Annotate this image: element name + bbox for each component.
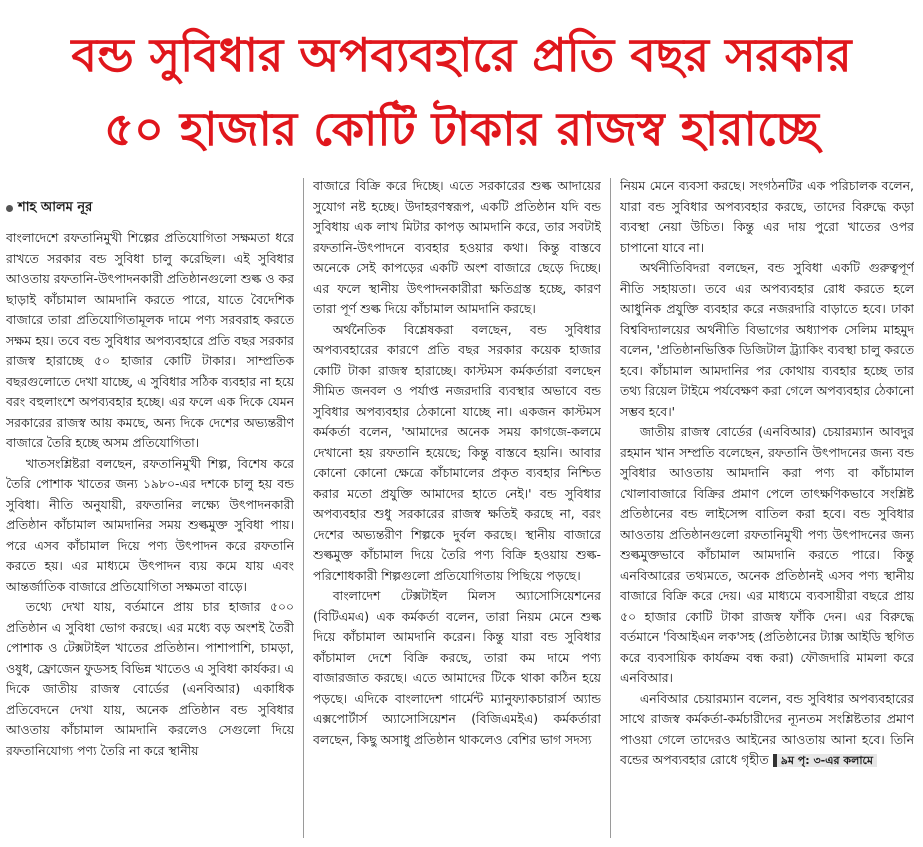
article-column-2 (313, 176, 601, 816)
headline (0, 18, 923, 166)
headline-line-1: বন্ড সুবিধার অপব্যবহারে প্রতি বছর সরকার (71, 28, 852, 82)
paragraph: নিয়ম মেনে ব্যবসা করছে। সংগঠনটির এক পরিচালক বলেন, যারা বন্ড সুবিধার অপব্যবহার করছে, তাদের বিরুদ্ধে কড়া ব্যবস্থা নেয়া উচিত। কিন্তু এর দায় পুরো খাতের ওপর চাপানো যাবে না। (620, 178, 914, 255)
paragraph: বাংলাদেশে রফতানিমুখী শিল্পের প্রতিযোগিতা সক্ষমতা ধরে রাখতে সরকার বন্ড সুবিধা চালু করেছিল। এই সুবিধার আওতায় রফতানি-উৎপাদনকারী প্রতিষ্ঠানগুলো শুল্ক ও কর ছাড়াই কাঁচামাল আমদানি করতে পারে, যাতে বৈদেশিক বাজারে তারা প্রতিযোগিতামূলক দামে পণ্য সরবরাহ করতে সক্ষম হয়। তবে বন্ড সুবিধার অপব্যবহারে প্রতি বছর সরকার রাজস্ব হারাচ্ছে ৫০ হাজার কোটি টাকার। সাম্প্রতিক বছরগুলোতে দেখা যাচ্ছে, এ সুবিধার সঠিক ব্যবহার না হয়ে বরং বহুলাংশে অপব্যবহার হচ্ছে। এর ফলে এক দিকে যেমন সরকারের রাজস্ব আয় কমছে, অন্য দিকে দেশের অভ্যন্তরীণ বাজারে তৈরি হচ্ছে অসম প্রতিযোগিতা। (6, 230, 294, 450)
author-name: শাহ আলম নূর (18, 199, 93, 215)
paragraph: বাংলাদেশ টেক্সটাইল মিলস অ্যাসোসিয়েশনের (বিটিএমএ) এক কর্মকর্তা বলেন, তারা নিয়ম মেনে শুল্ক দিয়ে কাঁচামাল আমদানি করেন। কিন্তু যারা বন্ড সুবিধার কাঁচামাল দেশে বিক্রি করছে, তারা কম দামে পণ্য বাজারজাত করছে। এতে আমাদের টিকে থাকা কঠিন হয়ে পড়ছে। এদিকে বাংলাদেশ গার্মেন্ট ম্যানুফ্যাকচারার্স অ্যান্ড এক্সপোর্টার্স অ্যাসোসিয়েশন (বিজিএমইএ) কর্মকর্তারা বলছেন, কিছু অসাধু প্রতিষ্ঠান থাকলেও বেশির ভাগ সদস্য (313, 588, 601, 747)
bullet-icon (6, 205, 13, 212)
article-column-3 (620, 176, 914, 816)
paragraph: অর্থনৈতিক বিশ্লেষকরা বলছেন, বন্ড সুবিধার অপব্যবহারের কারণে প্রতি বছর সরকার কয়েক হাজার কোটি টাকা রাজস্ব হারাচ্ছে। কাস্টমস কর্মকর্তারা বলছেন সীমিত জনবল ও পর্যাপ্ত নজরদারি ব্যবস্থার অভাবে বন্ড সুবিধার অপব্যবহার ঠেকানো যাচ্ছে না। একজন কাস্টমস কর্মকর্তা বলেন, 'আমাদের অনেক সময় কাগজে-কলমে দেখানো হয় রফতানি হয়েছে; কিন্তু বাস্তবে হয়নি। আবার কোনো কোনো ক্ষেত্রে কাঁচামালের প্রকৃত ব্যবহার নিশ্চিত করার মতো প্রযুক্তি আমাদের হাতে নেই।' বন্ড সুবিধার অপব্যবহার শুধু সরকারের রাজস্ব ক্ষতিই করছে না, বরং দেশের অভ্যন্তরীণ শিল্পকে দুর্বল করছে। স্থানীয় বাজারে শুল্কমুক্ত কাঁচামাল দিয়ে তৈরি পণ্য বিক্রি হওয়ায় শুল্ক-পরিশোধকারী শিল্পগুলো প্রতিযোগিতায় পিছিয়ে পড়ছে। (313, 321, 601, 583)
paragraph-last (620, 689, 914, 772)
column-divider (610, 178, 611, 838)
paragraph: জাতীয় রাজস্ব বোর্ডের (এনবিআর) চেয়ারম্যান আবদুর রহমান খান সম্প্রতি বলেছেন, রফতানি উৎপাদনের জন্য বন্ড সুবিধার আওতায় আমদানি করা পণ্য বা কাঁচামাল খোলাবাজারে বিক্রির প্রমাণ পেলে তাৎক্ষণিকভাবে সংশ্লিষ্ট প্রতিষ্ঠানের বন্ড লাইসেন্স বাতিল করা হবে। বন্ড সুবিধার আওতায় প্রতিষ্ঠানগুলো রফতানিমুখী পণ্য উৎপাদনের জন্য শুল্কমুক্তভাবে কাঁচামাল আমদানি করতে পারে। কিন্তু এনবিআরের তথ্যমতে, অনেক প্রতিষ্ঠানই এসব পণ্য স্থানীয় বাজারে বিক্রি করে দেয়। এর মাধ্যমে ব্যবসায়ীরা বছরে প্রায় ৫০ হাজার কোটি টাকা রাজস্ব ফাঁকি দেন। এর বিরুদ্ধে বর্তমানে 'বিআইএন লক'সহ (প্রতিষ্ঠানের ট্যাক্স আইডি স্থগিত করে ব্যবসায়িক কার্যক্রম বন্ধ করা) ফৌজদারি মামলা করে এনবিআর। (620, 424, 914, 685)
paragraph: এনবিআর চেয়ারম্যান বলেন, বন্ড সুবিধার অপব্যবহারের সাথে রাজস্ব কর্মকর্তা-কর্মচারীদের ন্যূনতম সংশ্লিষ্টতার প্রমাণ পাওয়া গেলে তাদেরও আইনের আওতায় আনা হবে। তিনি বন্ডের অপব্যবহার রোধে গৃহীত (620, 690, 914, 767)
headline-line-2: ৫০ হাজার কোটি টাকার রাজস্ব হারাচ্ছে (104, 102, 819, 156)
paragraph: খাতসংশ্লিষ্টরা বলছেন, রফতানিমুখী শিল্প, বিশেষ করে তৈরি পোশাক খাতের জন্য ১৯৮০-এর দশকে চালু হয় বন্ড সুবিধা। নীতি অনুযায়ী, রফতানির লক্ষ্যে উৎপাদনকারী প্রতিষ্ঠান কাঁচামাল আমদানির সময় শুল্কমুক্ত সুবিধা পায়। পরে এসব কাঁচামাল দিয়ে পণ্য উৎপাদন করে রফতানি করতে হয়। এর মাধ্যমে উৎপাদন ব্যয় কমে যায় এবং আন্তর্জাতিক বাজারে প্রতিযোগিতা সক্ষমতা বাড়ে। (6, 455, 294, 594)
column-divider (303, 178, 304, 838)
paragraph: অর্থনীতিবিদরা বলছেন, বন্ড সুবিধা একটি গুরুত্বপূর্ণ নীতি সহায়তা। তবে এর অপব্যবহার রোধ করতে হলে আধুনিক প্রযুক্তি ব্যবহার করে নজরদারি বাড়াতে হবে। ঢাকা বিশ্ববিদ্যালয়ের অর্থনীতি বিভাগের অধ্যাপক সেলিম মাহমুদ বলেন, 'প্রতিষ্ঠানভিত্তিক ডিজিটাল ট্র্যাকিং ব্যবস্থা চালু করতে হবে। কাঁচামাল আমদানির পর কোথায় ব্যবহার হচ্ছে তার তথ্য রিয়েল টাইমে পর্যবেক্ষণ করা গেলে অপব্যবহার ঠেকানো সম্ভব হবে।' (620, 260, 914, 419)
continuation-jump: ৯ম পৃ: ৩-এর কলামে (773, 754, 877, 767)
paragraph: বাজারে বিক্রি করে দিচ্ছে। এতে সরকারের শুল্ক আদায়ের সুযোগ নষ্ট হচ্ছে। উদাহরণস্বরূপ, একটি প্রতিষ্ঠান যদি বন্ড সুবিধায় এক লাখ মিটার কাপড় আমদানি করে, তার সবটাই রফতানি-উৎপাদনে ব্যবহার হওয়ার কথা। কিন্তু বাস্তবে অনেকে সেই কাপড়ের একটি অংশ বাজারে ছেড়ে দিচ্ছে। এর ফলে স্থানীয় উৎপাদনকারীরা ক্ষতিগ্রস্ত হচ্ছে, কারণ তারা পূর্ণ শুল্ক দিয়ে কাঁচামাল আমদানি করছে। (313, 178, 601, 316)
byline (6, 198, 294, 218)
paragraph: তথ্যে দেখা যায়, বর্তমানে প্রায় চার হাজার ৫০০ প্রতিষ্ঠান এ সুবিধা ভোগ করছে। এর মধ্যে বড় অংশই তৈরী পোশাক ও টেক্সটাইল খাতের প্রতিষ্ঠান। পাশাপাশি, চামড়া, ওষুধ, ফ্রোজেন ফুডসহ বিভিন্ন খাতেও এ সুবিধা কার্যকর। এ দিকে জাতীয় রাজস্ব বোর্ডের (এনবিআর) একাধিক প্রতিবেদনে দেখা যায়, অনেক প্রতিষ্ঠান বন্ড সুবিধার আওতায় কাঁচামাল আমদানি করলেও সেগুলো দিয়ে রফতানিযোগ্য পণ্য তৈরি না করে স্থানীয় (6, 599, 294, 758)
article-column-1 (6, 198, 294, 844)
